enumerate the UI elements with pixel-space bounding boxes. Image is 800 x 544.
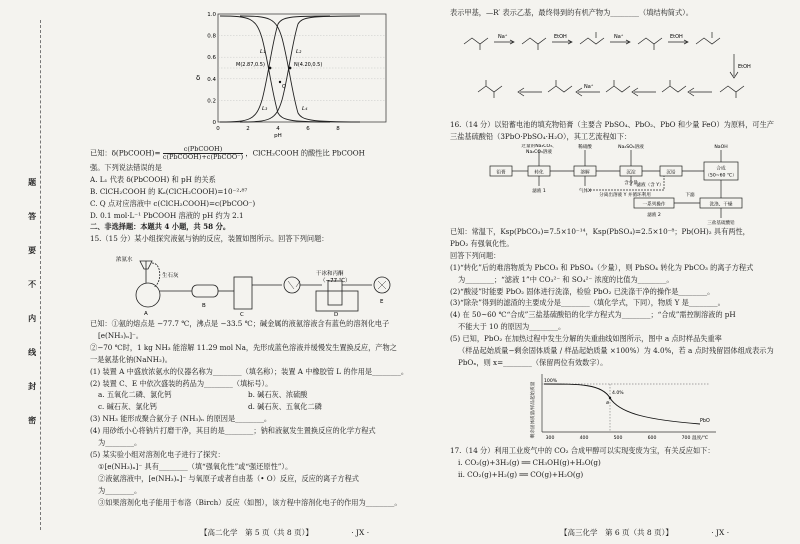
- q15-part-5d: ③如果溶剂化电子能用于布洛（Birch）反应（如图），该方程中溶剂化电子的作用为________。: [98, 497, 402, 507]
- curve-l2: [220, 16, 330, 122]
- fraction-denominator: c(PbCOOH)+c(PbCOO⁻): [162, 153, 244, 162]
- q15-part-5a: ①[e(NH₃)ₙ]⁻ 具有________（填“强氧化性”或“强还原性”）。: [98, 462, 293, 472]
- known-15a: 已知：①氨的熔点是 −77.7 ℃，沸点是 −33.5 ℃；碱金属的液氨溶液含有蓝色的溶剂化电子: [90, 318, 390, 328]
- y-tick: 0.8: [207, 33, 216, 40]
- page-footer-tag: · JX ·: [711, 528, 730, 537]
- y-tick: 0.2: [207, 98, 216, 105]
- flow-box-label: 沉铅: [666, 170, 676, 176]
- binding-line: [40, 20, 41, 530]
- q16-part-5: (5) 已知，PbO₂ 在加热过程中发生分解的失重曲线如图所示，图中 a 点时样品失重率: [450, 334, 722, 344]
- point-a-marker: [609, 397, 611, 399]
- apparatus-letter: D: [334, 311, 339, 317]
- q15-part-1: (1) 装置 A 中盛放浓氨水的仪器名称为________（填名称）；装置 A 中橡胶管 L 的作用是________。: [90, 366, 409, 376]
- tga-end-label: PbO: [700, 419, 710, 425]
- apparatus-letter: A: [144, 310, 148, 317]
- x-tick: 2: [246, 126, 250, 132]
- left-column: [90, 8, 420, 510]
- flow-side-label: 滤液 2: [647, 212, 661, 218]
- fraction-numerator: c(PbCOOH): [163, 146, 243, 154]
- q15-options-row-2: [90, 402, 420, 412]
- flow-box-label: 铅膏: [496, 170, 506, 176]
- tga-y-label: 剩余固体质量/样品起始质量: [531, 381, 536, 439]
- reagent-label: EtOH: [670, 33, 683, 40]
- q16-title: 16.（14 分）以铅蓄电池的填充物铅膏（主要含 PbSO₄、PbO₂、PbO 和少量 FeO）为原料，可生产: [450, 119, 774, 129]
- known-15d: 一是氨基化钠(NaNH₂)。: [90, 354, 172, 364]
- q16-part-5c: PbOₓ，则 x=________（保留两位有效数字）。: [458, 358, 608, 368]
- q16-part-2: (2)“酸浸”时能要 PbO₂ 固体进行洗涤，检验 PbO₂ 已洗涤干净的操作是________。: [450, 286, 715, 296]
- apparatus-label: 浓氨水: [116, 256, 133, 263]
- flow-box-label: 转化: [534, 170, 544, 176]
- known-line-2: 强。下列说法错误的是: [90, 162, 162, 172]
- q15-part-5: (5) 某实验小组对溶剂化电子进行了探究：: [90, 450, 225, 460]
- process-flowchart: [450, 144, 770, 226]
- binding-label: 线: [27, 348, 38, 356]
- reaction-scheme: [450, 20, 770, 120]
- weight-loss-chart: [520, 370, 720, 446]
- q15-option-a: a. 五氧化二磷、氯化钙: [98, 390, 172, 400]
- q16-part-1: (1)“转化”后的难溶物质为 PbCO₃ 和 PbSO₄（少量），则 PbSO₄ 转化为 PbCO₃ 的离子方程式: [450, 262, 754, 272]
- tga-annotation: 4.0%: [612, 391, 624, 397]
- q16-part-5b: （样品起始质量−剩余固体质量 / 样品起始质量 ×100%）为 4.0%，若 a 点时残留固体组成表示为: [458, 346, 774, 356]
- option-c: C. Q 点对应溶液中 c(ClCH₂COOH)=c(PbCOO⁻): [90, 198, 256, 208]
- point-q-marker: [279, 81, 281, 83]
- curve-label: L₄: [302, 106, 308, 112]
- reagent-label: EtOH: [738, 63, 751, 70]
- flow-reagent: 过量的Na₂CO₃、: [521, 143, 557, 149]
- intro-line: 表示甲基，—R′ 表示乙基，最终得到的有机产物为________（填结构简式）。: [450, 8, 693, 17]
- x-tick: 8: [336, 126, 340, 132]
- point-m-marker: [269, 67, 272, 70]
- binding-label: 要: [27, 246, 38, 254]
- known-16b: PbO₂ 有强氧化性。: [450, 238, 514, 248]
- apparatus-label: 生石灰: [162, 272, 179, 279]
- q16-part-1b: 为________；“滤液 1”中 CO₃²⁻ 和 SO₄²⁻ 浓度的比值为________。: [458, 274, 674, 284]
- known-16: 已知：常温下，Ksp(PbCO₃)=7.5×10⁻¹⁴，Ksp(PbSO₄)=2.5×10⁻⁸；Pb(OH)₂ 具有两性，: [450, 226, 750, 236]
- apparatus-letter: E: [380, 298, 384, 305]
- flow-side-label: 下滤: [685, 192, 695, 198]
- flow-reagent: NaOH: [714, 144, 728, 150]
- page-footer-text: 【高二化学 第 5 页（共 8 页）】: [200, 528, 313, 537]
- q15-part-5c: 为________。: [98, 485, 142, 495]
- tga-x-tick: 400: [579, 436, 589, 442]
- flow-box-label: （50~60 ℃）: [705, 173, 737, 179]
- curve-label: L₂: [296, 49, 302, 55]
- left-footer: [200, 528, 369, 539]
- q16-part-3: (3)“除杂”得到的滤渣的主要成分是________（填化学式，下同），物质 Y 是________。: [450, 298, 725, 308]
- chart-x-label: pH: [274, 133, 282, 139]
- y-tick: 0: [212, 120, 216, 126]
- answer-prompt: 回答下列问题：: [450, 250, 501, 260]
- tga-x-label: 温度/℃: [692, 436, 708, 442]
- tga-x-tick: 500: [613, 436, 623, 442]
- tga-x-tick: 700: [681, 436, 691, 442]
- curve-l4: [240, 16, 360, 122]
- distribution-chart: [190, 8, 390, 140]
- q15-part-3: (3) NH₃ 能形成聚合氨分子 (NH₃)ₙ 的原因是________。: [90, 414, 272, 424]
- binding-label: 答: [27, 212, 38, 220]
- right-column: [450, 8, 782, 482]
- known-15b: [e(NH₃)ₙ]⁻。: [98, 330, 143, 340]
- q15-part-4b: 为________。: [98, 438, 142, 448]
- option-d: D. 0.1 mol·L⁻¹ PbCOOH 溶液的 pH 约为 2.1: [90, 210, 244, 220]
- q17-reaction-1: i. CO₂(g)+3H₂(g) ══ CH₃OH(g)+H₂O(g): [458, 458, 601, 467]
- flow-side-label: 含少量: [624, 180, 638, 186]
- flow-side-label: 滤液 1: [532, 188, 546, 194]
- apparatus-letter: C: [240, 311, 244, 317]
- curve-l1: [220, 16, 330, 122]
- flow-box-label: 合成: [716, 166, 726, 172]
- q15-option-c: c. 碱石灰、氯化钙: [98, 402, 157, 412]
- curve-label: L₁: [260, 49, 266, 55]
- tga-y-tick: 100%: [544, 379, 558, 385]
- flow-box-label: 溶解: [580, 170, 590, 176]
- known-15c: ②−70 ℃时，1 kg NH₃ 能溶解 11.29 mol Na，先形成蓝色溶液并缓慢发生置换反应，产物之: [90, 342, 397, 352]
- reagent-label: EtOH: [554, 33, 567, 40]
- apparatus-label: 干冰和丙酮: [316, 270, 344, 277]
- flow-side-label: 滤液（含 Y）: [636, 182, 664, 188]
- point-n-label: N(4.20,0.5): [294, 62, 323, 68]
- curve-label: L₃: [262, 106, 268, 112]
- tga-x-tick: 600: [647, 436, 657, 442]
- binding-label: 封: [27, 382, 38, 390]
- option-a: A. L₁ 代表 δ(PbCOOH) 和 pH 的关系: [90, 174, 216, 184]
- binding-label: 内: [27, 314, 38, 322]
- curve-l3: [240, 16, 360, 122]
- reagent-label: Na⁺: [614, 33, 624, 40]
- y-tick: 0.6: [207, 55, 216, 62]
- q15-title: 15.（15 分）某小组探究液氨与钠的反应，装置如图所示。回答下列问题：: [90, 234, 329, 244]
- q15-part-2: (2) 装置 C、E 中依次盛装的药品为________（填标号）。: [90, 378, 273, 388]
- y-tick: 0.4: [207, 76, 216, 83]
- page-footer-tag: · JX ·: [351, 528, 370, 537]
- q15-part-4: (4) 用砂纸小心将钠片打磨干净，其目的是________；钠和液氨发生置换反应的化学方程式: [90, 426, 376, 436]
- x-tick: 4: [276, 126, 280, 132]
- flow-side-label: 气体X: [578, 188, 592, 194]
- flow-reagent: Na₂CO₃溶液: [526, 149, 552, 155]
- option-b: B. ClCH₂COOH 的 Kₐ(ClCH₂COOH)=10⁻²·⁸⁷: [90, 186, 248, 196]
- binding-label: 不: [27, 280, 38, 288]
- tga-x-tick: 300: [545, 436, 555, 442]
- flow-box-label: 一系列操作: [642, 202, 666, 208]
- x-tick: 6: [306, 126, 310, 132]
- right-footer: [560, 528, 729, 539]
- x-tick: 0: [216, 126, 220, 132]
- apparatus-diagram: [110, 247, 410, 317]
- chart-y-label: δ: [196, 74, 201, 82]
- q16-title-2: 三盐基硫酸铅（3PbO·PbSO₄·H₂O），其工艺流程如下：: [450, 131, 632, 141]
- q15-part-5b: ②液氨溶液中，[e(NH₃)ₙ]⁻ 与氧原子或者自由基（• O）反应，反应的离子方程式: [98, 474, 359, 484]
- q15-option-b: b. 碱石灰、浓硫酸: [248, 390, 308, 400]
- q15-options-row-1: [90, 390, 420, 400]
- page-footer-text: 【高三化学 第 6 页（共 8 页）】: [560, 528, 673, 537]
- binding-strip: [0, 0, 58, 544]
- q17-title: 17.（14 分）利用工业废气中的 CO₂ 合成甲醇可以实现变废为宝，有关反应如下：: [450, 446, 715, 456]
- point-m-label: M(2.87,0.5): [236, 62, 265, 68]
- tga-point-a-label: a: [606, 401, 609, 407]
- flow-side-label: 三盐基硫酸铅: [707, 220, 735, 226]
- reagent-label: Na⁺: [584, 83, 594, 90]
- q17-reaction-2: ii. CO₂(g)+H₂(g) ══ CO(g)+H₂O(g): [458, 469, 584, 479]
- flow-side-label: 分离出溶液 Y 并循环利用: [599, 192, 651, 198]
- section-heading: 二、非选择题：本题共 4 小题，共 58 分。: [90, 222, 231, 232]
- flow-reagent: Na₂SO₄溶液: [618, 144, 644, 150]
- q16-part-4b: 不能大于 10 的原因为________。: [458, 322, 566, 332]
- binding-label: 题: [27, 178, 38, 186]
- point-q-label: Q: [282, 84, 286, 90]
- point-n-marker: [289, 67, 292, 70]
- binding-label: 密: [27, 416, 38, 424]
- flow-box-label: 沉淀: [626, 170, 636, 176]
- apparatus-label: （−77 ℃）: [320, 277, 351, 284]
- flow-reagent: 稀硝酸: [578, 144, 592, 150]
- reagent-label: Na⁺: [498, 33, 508, 40]
- apparatus-letter: B: [202, 302, 206, 309]
- y-tick: 1.0: [207, 12, 216, 18]
- known-line: 已知：δ(PbCOOH)= c(PbCOOH) c(PbCOOH)+c(PbCOO⁻) ，ClCH₂COOH 的酸性比 PbCOOH: [90, 146, 365, 162]
- q16-part-4: (4) 在 50~60 ℃“合成”三盐基硫酸铅的化学方程式为________；“合成”需控制溶液的 pH: [450, 310, 736, 320]
- flow-box-label: 洗涤、干燥: [709, 202, 733, 208]
- q15-option-d: d. 碱石灰、五氧化二磷: [248, 402, 322, 412]
